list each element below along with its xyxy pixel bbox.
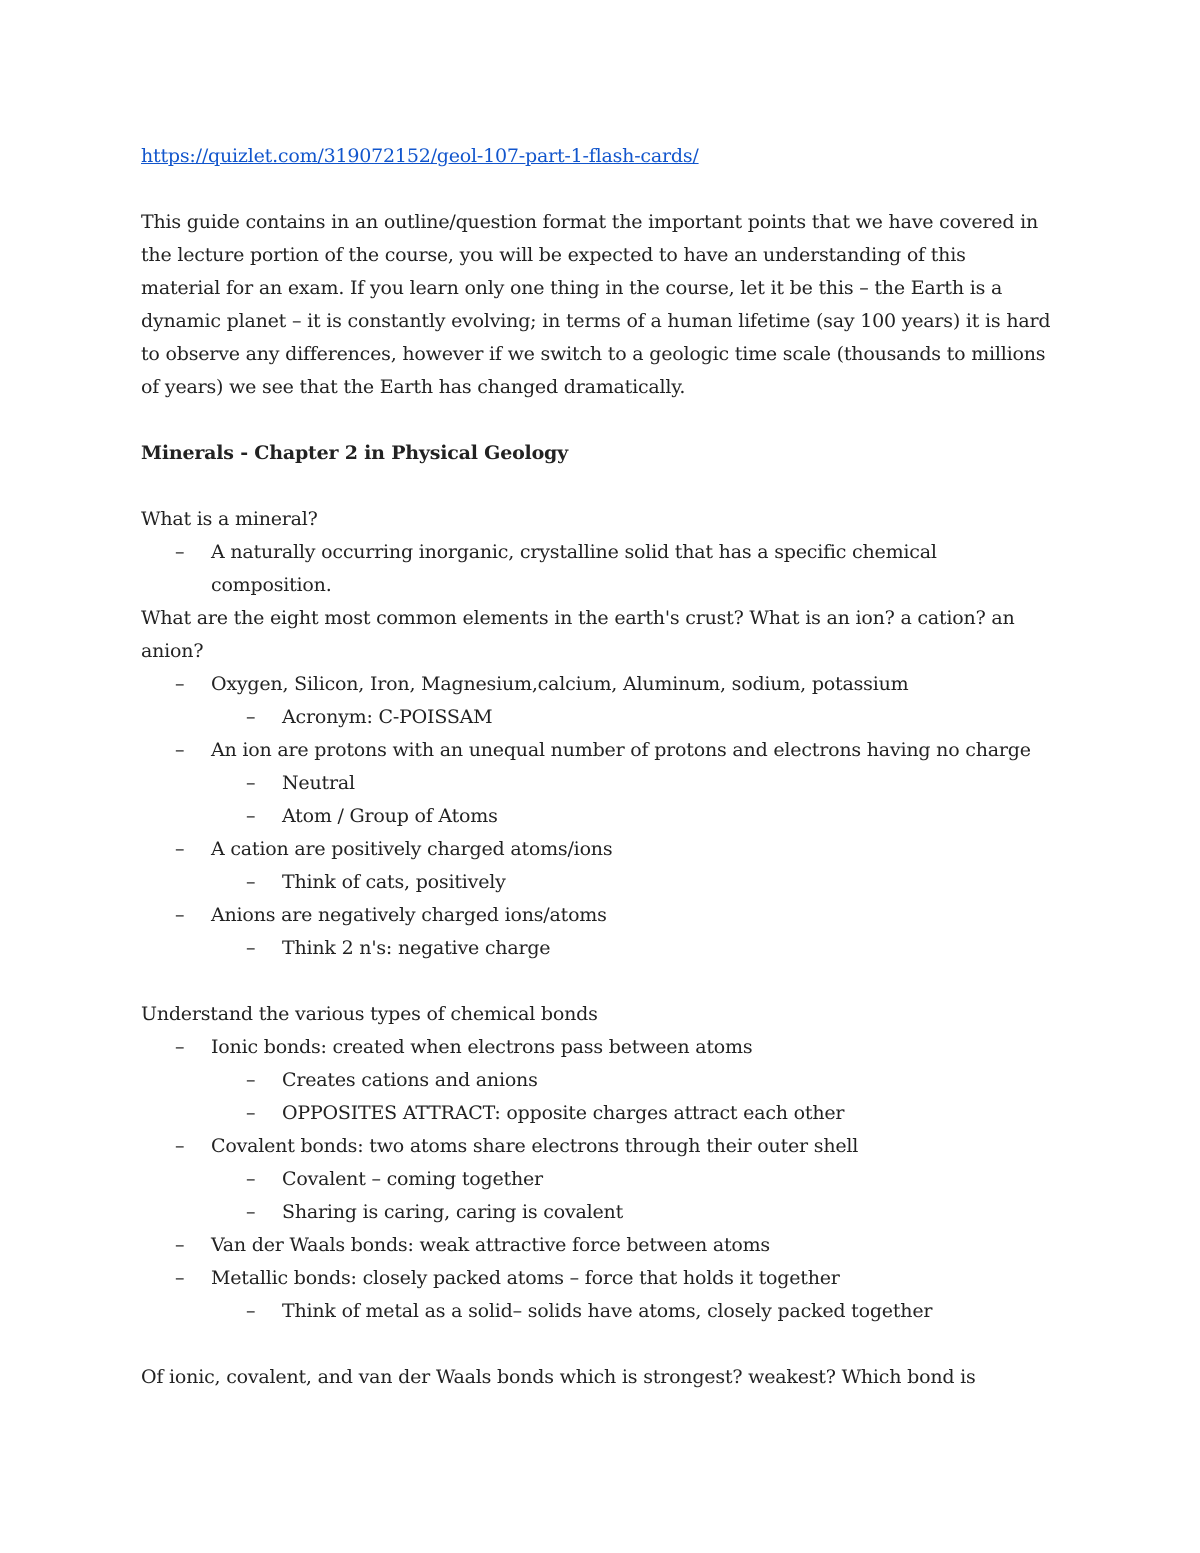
bullet-dash: – bbox=[246, 871, 256, 893]
question-elements: What are the eight most common elements in the earth's crust? What is an ion? a cation? an bbox=[141, 607, 1015, 629]
list-item-text: Acronym: C-POISSAM bbox=[282, 706, 493, 728]
spacer bbox=[141, 404, 1071, 437]
intro-line: This guide contains in an outline/question format the important points that we have covered in bbox=[141, 211, 1039, 233]
bullet-dash: – bbox=[246, 1102, 256, 1124]
list-item-text: Covalent – coming together bbox=[282, 1168, 543, 1190]
bullet-dash: – bbox=[246, 772, 256, 794]
bullet-dash: – bbox=[246, 1168, 256, 1190]
list-item-text: Metallic bonds: closely packed atoms – force that holds it together bbox=[211, 1267, 840, 1289]
sub-list-item bbox=[141, 1196, 1071, 1229]
bullet-dash: – bbox=[246, 1069, 256, 1091]
list-item-text: A naturally occurring inorganic, crystalline solid that has a specific chemical bbox=[211, 541, 937, 563]
bullet-dash: – bbox=[175, 673, 185, 695]
intro-line: the lecture portion of the course, you will be expected to have an understanding of this bbox=[141, 244, 966, 266]
list-item bbox=[141, 536, 1071, 569]
quizlet-link[interactable]: https://quizlet.com/319072152/geol-107-part-1-flash-cards/ bbox=[141, 145, 699, 167]
spacer bbox=[141, 1328, 1071, 1361]
document-page bbox=[141, 140, 1071, 1394]
sub-list-item bbox=[141, 1163, 1071, 1196]
list-item-text: Sharing is caring, caring is covalent bbox=[282, 1201, 624, 1223]
sub-list-item bbox=[141, 1097, 1071, 1130]
bullet-dash: – bbox=[175, 1267, 185, 1289]
list-item bbox=[141, 1262, 1071, 1295]
bullet-dash: – bbox=[246, 937, 256, 959]
list-item-text: Think 2 n's: negative charge bbox=[282, 937, 551, 959]
list-item-text: Neutral bbox=[282, 772, 355, 794]
sub-list-item bbox=[141, 701, 1071, 734]
bullet-dash: – bbox=[246, 1300, 256, 1322]
question-elements-cont: anion? bbox=[141, 640, 204, 662]
intro-line: of years) we see that the Earth has changed dramatically. bbox=[141, 376, 686, 398]
bullet-dash: – bbox=[175, 1135, 185, 1157]
list-item bbox=[141, 833, 1071, 866]
intro-line: material for an exam. If you learn only one thing in the course, let it be this – the Earth is a bbox=[141, 277, 1003, 299]
list-item-text: Think of cats, positively bbox=[282, 871, 506, 893]
bullet-dash: – bbox=[175, 1036, 185, 1058]
list-item bbox=[141, 734, 1071, 767]
list-item bbox=[141, 1229, 1071, 1262]
bullet-dash: – bbox=[175, 1234, 185, 1256]
sub-list-item bbox=[141, 866, 1071, 899]
sub-list-item bbox=[141, 1295, 1071, 1328]
list-item-text: Van der Waals bonds: weak attractive force between atoms bbox=[211, 1234, 770, 1256]
list-item-text: Anions are negatively charged ions/atoms bbox=[211, 904, 607, 926]
list-item bbox=[141, 668, 1071, 701]
question-mineral: What is a mineral? bbox=[141, 508, 318, 530]
spacer bbox=[141, 965, 1071, 998]
question-bond-strength: Of ionic, covalent, and van der Waals bonds which is strongest? weakest? Which bond is bbox=[141, 1366, 976, 1388]
sub-list-item bbox=[141, 800, 1071, 833]
intro-paragraph bbox=[141, 206, 1071, 404]
bullet-dash: – bbox=[175, 838, 185, 860]
bullet-dash: – bbox=[175, 541, 185, 563]
list-item-text: A cation are positively charged atoms/ions bbox=[211, 838, 613, 860]
list-item-text: Atom / Group of Atoms bbox=[282, 805, 498, 827]
list-item-text: Ionic bonds: created when electrons pass between atoms bbox=[211, 1036, 753, 1058]
list-item-text: OPPOSITES ATTRACT: opposite charges attract each other bbox=[282, 1102, 845, 1124]
bullet-dash: – bbox=[175, 904, 185, 926]
question-bonds: Understand the various types of chemical bonds bbox=[141, 1003, 598, 1025]
list-item bbox=[141, 1130, 1071, 1163]
bullet-dash: – bbox=[246, 805, 256, 827]
list-item bbox=[141, 899, 1071, 932]
list-item bbox=[141, 1031, 1071, 1064]
list-item-text: Think of metal as a solid– solids have atoms, closely packed together bbox=[282, 1300, 933, 1322]
spacer bbox=[141, 173, 1071, 206]
list-item-text: An ion are protons with an unequal number of protons and electrons having no charge bbox=[211, 739, 1031, 761]
spacer bbox=[141, 470, 1071, 503]
bullet-dash: – bbox=[175, 739, 185, 761]
list-item-text: Oxygen, Silicon, Iron, Magnesium,calcium, Aluminum, sodium, potassium bbox=[211, 673, 909, 695]
list-item-text: Creates cations and anions bbox=[282, 1069, 538, 1091]
list-item-continuation bbox=[141, 569, 1071, 602]
bullet-dash: – bbox=[246, 706, 256, 728]
intro-line: to observe any differences, however if we switch to a geologic time scale (thousands to millions bbox=[141, 343, 1046, 365]
list-item-text: composition. bbox=[211, 574, 332, 596]
section-heading: Minerals - Chapter 2 in Physical Geology bbox=[141, 442, 568, 464]
intro-line: dynamic planet – it is constantly evolving; in terms of a human lifetime (say 100 years) it is hard bbox=[141, 310, 1051, 332]
sub-list-item bbox=[141, 767, 1071, 800]
bullet-dash: – bbox=[246, 1201, 256, 1223]
sub-list-item bbox=[141, 1064, 1071, 1097]
sub-list-item bbox=[141, 932, 1071, 965]
list-item-text: Covalent bonds: two atoms share electrons through their outer shell bbox=[211, 1135, 859, 1157]
